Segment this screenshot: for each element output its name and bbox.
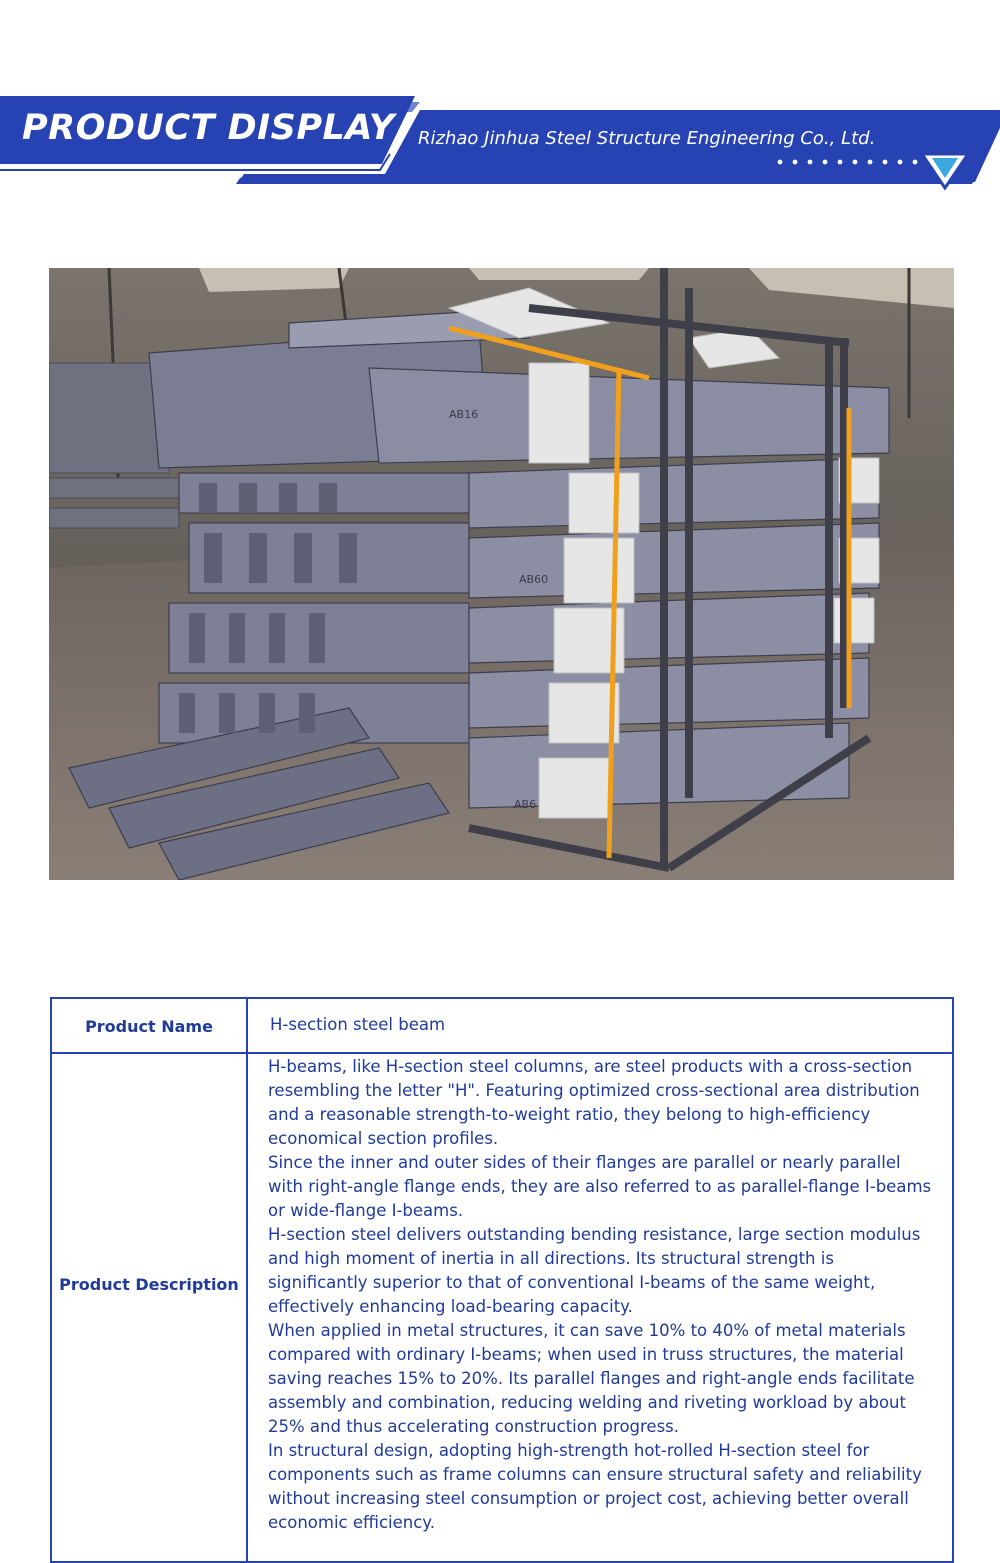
beam-mark-1: AB16 <box>449 408 479 421</box>
steel-beams-illustration <box>49 268 954 880</box>
header-banner <box>0 94 1000 194</box>
product-spec-table <box>50 997 954 1563</box>
description-paragraph: When applied in metal structures, it can save 10% to 40% of metal materials compared with ordinary I-beams; when used in truss structures, the material saving reaches 15% to 20%. Its parallel flanges and right-angle ends facilitate assembly and combination, reducing welding and riveting workload by about 25% and thus accelerating construction progress. <box>268 1321 915 1436</box>
product-description-value <box>268 1055 936 1535</box>
product-photo <box>49 268 954 880</box>
row-divider <box>52 1052 952 1054</box>
description-paragraph: H-section steel delivers outstanding bending resistance, large section modulus and high moment of inertia in all directions. Its structural strength is significantly superior to that of conventional I-beams of the same weight, effectively enhancing load-bearing capacity. <box>268 1225 921 1316</box>
product-description-label: Product Description <box>59 1275 239 1294</box>
product-name-value: H-section steel beam <box>270 1015 446 1034</box>
description-paragraph: Since the inner and outer sides of their flanges are parallel or nearly parallel with right-angle flange ends, they are also referred to as parallel-flange I-beams or wide-flange I-beams. <box>268 1153 932 1220</box>
company-name: Rizhao Jinhua Steel Structure Engineering Co., Ltd. <box>418 128 876 149</box>
product-name-label: Product Name <box>85 1017 213 1036</box>
description-paragraph: In structural design, adopting high-strength hot-rolled H-section steel for components such as frame columns can ensure structural safety and reliability without increasing steel consumption or project cost, achieving better overall economic efficiency. <box>268 1441 922 1532</box>
beam-mark-2: AB60 <box>519 573 549 586</box>
description-paragraph: H-beams, like H-section steel columns, are steel products with a cross-section resembling the letter "H". Featuring optimized cross-sectional area distribution and a reasonable strength-to-weight ratio, they belong to high-efficiency economical section profiles. <box>268 1057 920 1148</box>
banner-title: PRODUCT DISPLAY <box>22 108 395 148</box>
column-divider <box>246 999 248 1561</box>
beam-mark-3: AB6 <box>514 798 537 811</box>
